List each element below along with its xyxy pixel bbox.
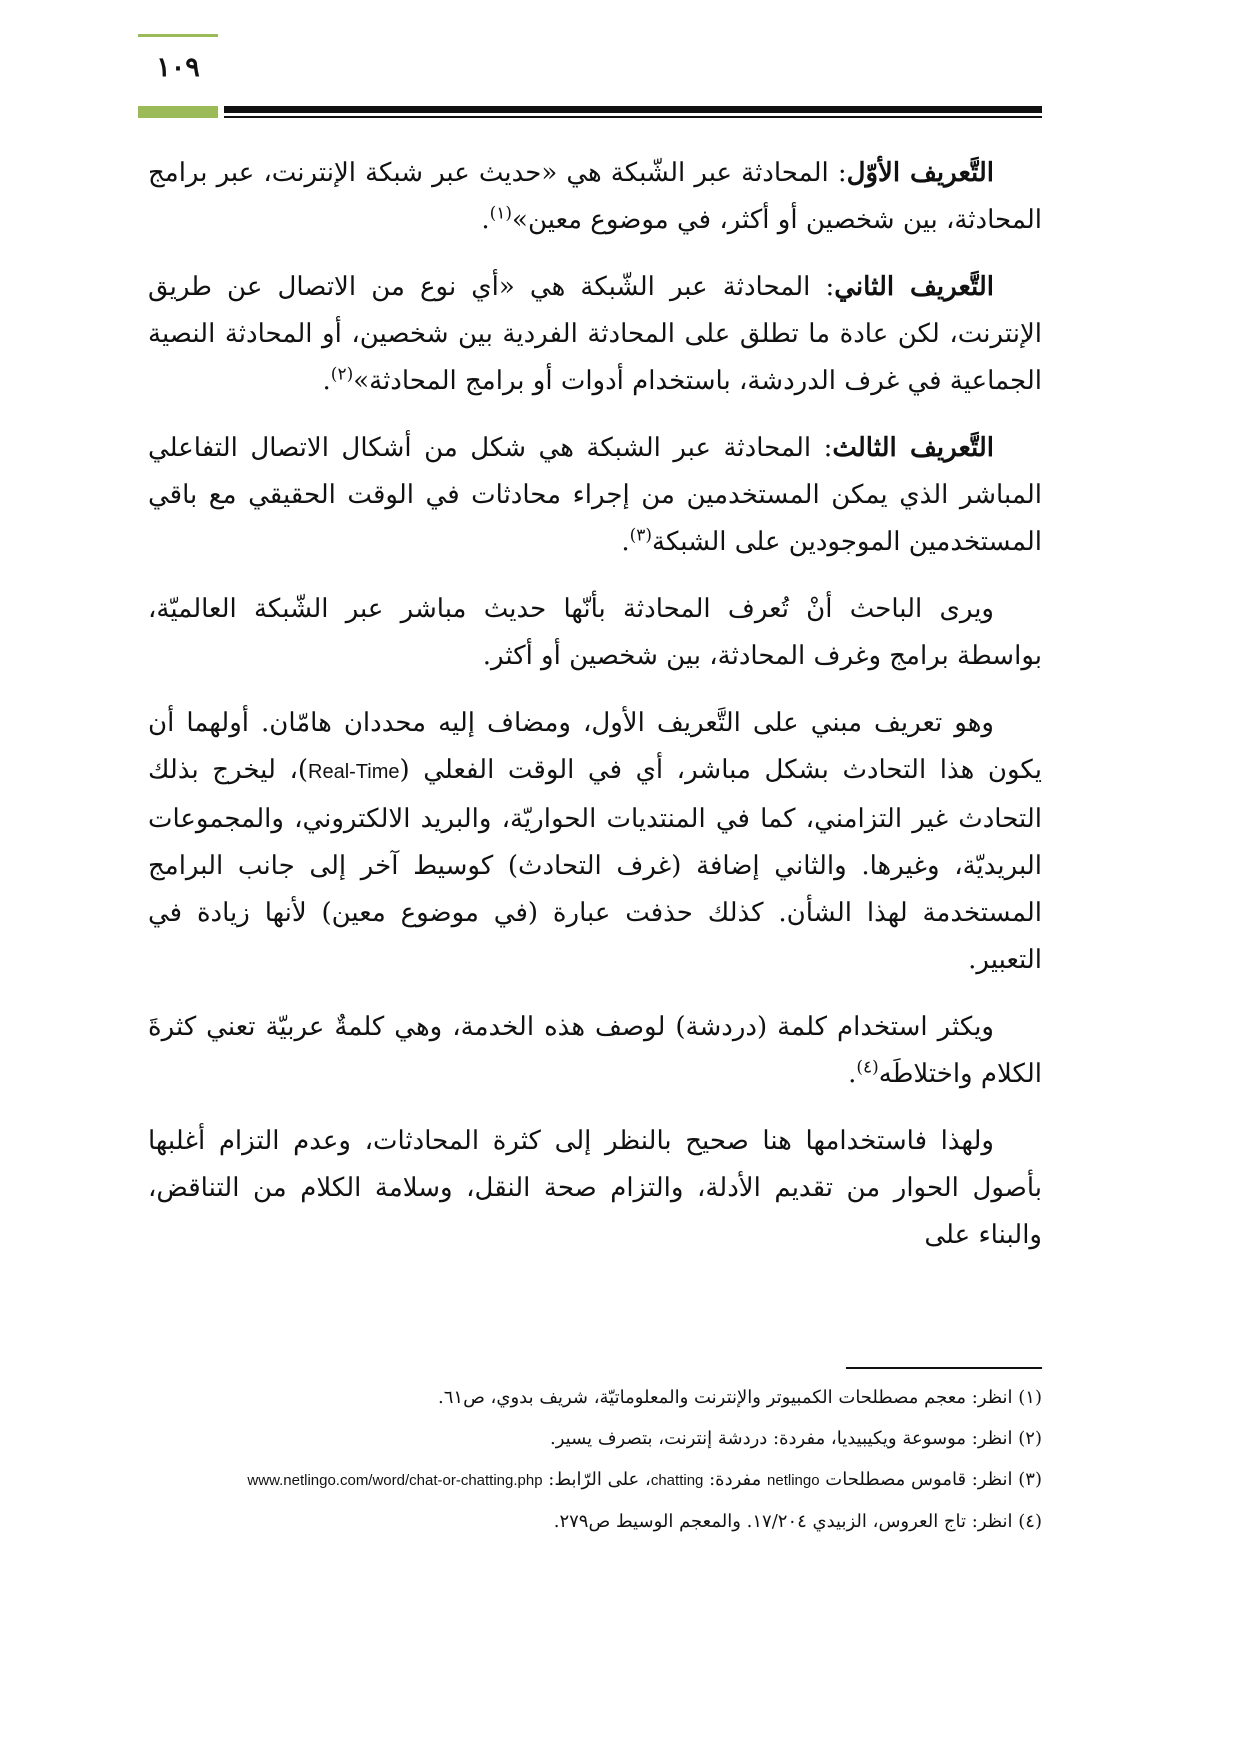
main-body (148, 150, 1042, 1279)
footnote-ref-4: (٤) (856, 1057, 879, 1078)
paragraph-definition-2 (148, 264, 1042, 405)
definition-1-end: . (481, 205, 490, 235)
definition-2-end: . (322, 366, 331, 396)
paragraph-researcher-definition: ويرى الباحث أنْ تُعرف المحادثة بأنّها حديث مباشر عبر الشّبكة العالميّة، بواسطة برامج وغرف المحادثة، بين شخصين أو أكثر. (148, 594, 1042, 671)
definition-2-text: : المحادثة عبر الشّبكة هي «أي نوع من الاتصال عن طريق الإنترنت، لكن عادة ما تطلق على المحادثة الفردية بين شخصين، أو المحادثة النصية الجماعية في غرف الدردشة، باستخدام أدوات أو برامج المحادثة» (148, 272, 1042, 396)
chat-word-end: . (848, 1059, 857, 1089)
definition-3-label: التَّعريف الثالث (832, 433, 994, 463)
footnote-3-url: www.netlingo.com/word/chat-or-chatting.php (247, 1472, 543, 1489)
definition-3-text: : المحادثة عبر الشبكة هي شكل من أشكال الاتصال التفاعلي المباشر الذي يمكن المستخدمين من إجراء محادثات في الوقت الحقيقي مع باقي المستخدمين الموجودين على الشبكة (148, 433, 1042, 557)
footnote-ref-2: (٢) (330, 364, 354, 385)
header-green-bar (138, 106, 218, 118)
paragraph-explanation (148, 700, 1042, 984)
footnote-ref-3: (٣) (629, 525, 652, 546)
footnote-4: (٤) انظر: تاج العروس، الزبيدي ١٧/٢٠٤. والمعجم الوسيط ص٢٧٩. (553, 1511, 1042, 1532)
footnote-3-netlingo: netlingo (767, 1472, 820, 1489)
page-number: ١٠٩ (156, 52, 200, 83)
definition-3-end: . (621, 527, 630, 557)
header-rule-thick (224, 106, 1042, 113)
header-rule-thin (224, 116, 1042, 118)
footnote-1: (١) انظر: معجم مصطلحات الكمبيوتر والإنترنت والمعلوماتيّة، شريف بدوي، ص٦١. (438, 1387, 1042, 1408)
footnote-3-text-mid: مفردة: (703, 1469, 768, 1490)
explanation-text-after: )، ليخرج بذلك التحادث غير التزامني، كما في المنتديات الحواريّة، والبريد الالكتروني، والمجموعات البريديّة، وغيرها. والثاني إضافة (غرف التحادث) كوسيط آخر إلى جانب البرامج المستخدمة لهذا الشأن. كذلك حذفت عبارة (في موضوع معين) لأنها زيادة في التعبير. (148, 755, 1042, 975)
footnote-3-text-after: ، على الرّابط: (542, 1469, 651, 1490)
paragraph-definition-1 (148, 150, 1042, 244)
footnote-ref-1: (١) (489, 203, 513, 224)
paragraph-chat-word (148, 1004, 1042, 1098)
paragraph-definition-3 (148, 425, 1042, 566)
header-accent-line (138, 34, 218, 37)
footnote-3-text-before: (٣) انظر: قاموس مصطلحات (819, 1469, 1042, 1490)
footnote-2: (٢) انظر: موسوعة ويكيبيديا، مفردة: دردشة إنترنت، بتصرف يسير. (550, 1428, 1042, 1449)
footnotes (148, 1384, 1042, 1549)
definition-2-label: التَّعريف الثاني (834, 272, 995, 302)
real-time-term: Real-Time (308, 761, 400, 783)
chat-word-text: ويكثر استخدام كلمة (دردشة) لوصف هذه الخدمة، وهي كلمةٌ عربيّة تعني كثرةَ الكلام واختلاطَه (148, 1012, 1042, 1089)
footnote-3 (148, 1466, 1042, 1495)
explanation-text-before: وهو تعريف مبني على التَّعريف الأول، ومضاف إليه محددان هامّان. أولهما أن يكون هذا التحادث بشكل مباشر، أي في الوقت الفعلي ( (148, 708, 1042, 785)
paragraph-usage: ولهذا فاستخدامها هنا صحيح بالنظر إلى كثرة المحادثات، وعدم التزام أغلبها بأصول الحوار من تقديم الأدلة، والتزام صحة النقل، وسلامة الكلام من التناقض، والبناء على (148, 1126, 1042, 1250)
footnote-3-chatting: chatting (650, 1472, 704, 1489)
footnote-separator (846, 1367, 1042, 1369)
definition-1-label: التَّعريف الأوّل (846, 158, 994, 188)
definition-1-text: : المحادثة عبر الشّبكة هي «حديث عبر شبكة الإنترنت، عبر برامج المحادثة، بين شخصين أو أكثر، في موضوع معين» (148, 158, 1042, 235)
